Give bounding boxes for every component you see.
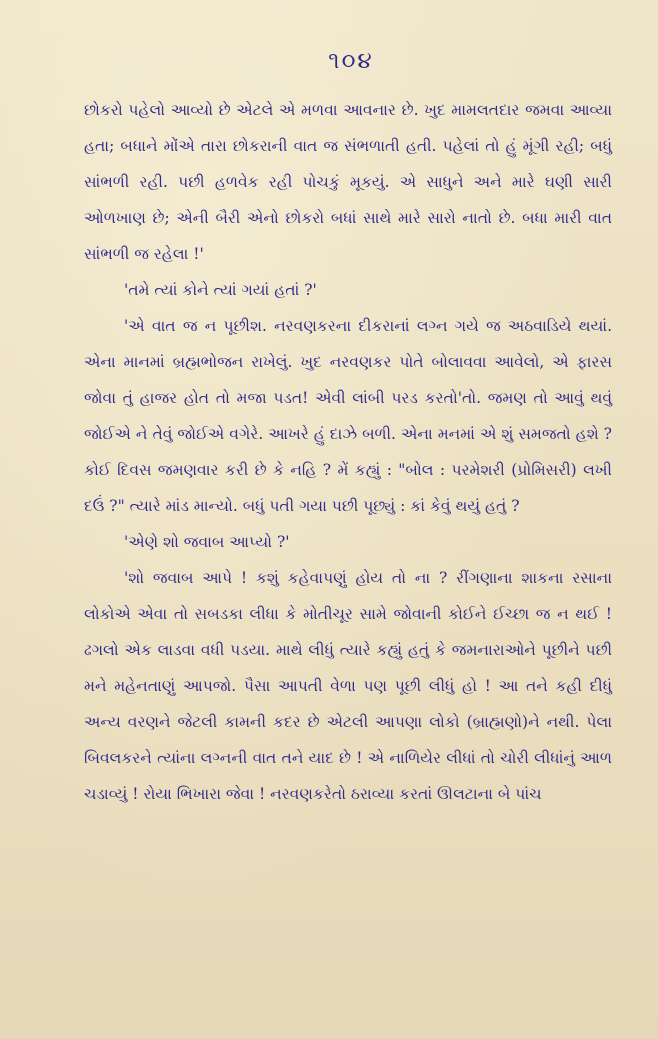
paragraph-2: 'એ વાત જ ન પૂછીશ. નરવણકરના દીકરાનાં લગ્ન ગયે જ અઠવાડિયે થયાં. એના માનમાં બ્રહ્મભોજન રાખેલું. ખુદ નરવણકર પોતે બોલાવવા આવેલો, એ ફારસ જોવા તું હાજર હોત તો મજા પડત! એવી લાંબી પરડ કરતો'તો. જમણ તો આવું થવું જોઈએ ને તેવું જોઈએ વગેરે. આખરે હું દાઝે બળી. એના મનમાં એ શું સમજતો હશે ? કોઈ દિવસ જમણવાર કરી છે કે નહિ ? મેં કહ્યું : "બોલ : પરમેશરી (પ્રોમિસરી) લખી દઉં ?" ત્યારે માંડ માન્યો. બધું પતી ગયા પછી પૂછ્યું : કાં કેવું થયું હતું ? bbox=[84, 317, 612, 515]
page-number: ૧૦૪ bbox=[328, 48, 374, 74]
dialog-question-1: 'તમે ત્યાં કોને ત્યાં ગયાં હતાં ?' bbox=[124, 281, 317, 299]
paragraph-1: છોકરો પહેલો આવ્યો છે એટલે એ મળવા આવનાર છે. ખુદ મામલતદાર જમવા આવ્યા હતા; બધાને મોંએ તારા છોકરાની વાત જ સંભળાતી હતી. પહેલાં તો હું મૂંગી રહી; બધું સાંભળી રહી. પછી હળવેક રહી પોચકું મૂકયું. એ સાધુને અને મારે ઘણી સારી ઓળખાણ છે; એની બૈરી એનો છોકરો બધાં સાથે મારે સારો નાતો છે. બધા મારી વાત સાંભળી જ રહેલા !' bbox=[84, 101, 612, 263]
dialog-question-2: 'એણે શો જવાબ આપ્યો ?' bbox=[124, 533, 290, 551]
paragraph-3: 'શો જવાબ આપે ! કશું કહેવાપણું હોય તો ના ? રીંગણાના શાકના રસાના લોકોએ એવા તો સબડકા લીધા કે મોતીચૂર સામે જોવાની કોઈને ઈચ્છા જ ન થઈ ! ઢગલો એક લાડવા વધી પડયા. માથે લીધું ત્યારે કહ્યું હતું કે જમનારાઓને પૂછીને પછી મને મહેનતાણું આપજો. પૈસા આપતી વેળા પણ પૂછી લીધું હો ! આ તને કહી દીધું અન્ય વરણને જેટલી કામની કદર છે એટલી આપણા લોકો (બ્રાહ્મણો)ને નથી. પેલા બિવલકરને ત્યાંના લગ્નની વાત તને યાદ છે ! એ નાળિયેર લીધાં તો ચોરી લીધાંનું આળ ચડાવ્યું ! રોયા ભિખારા જેવા ! નરવણકરેતો ઠરાવ્યા કરતાં ઊલટાના બે પાંચ bbox=[84, 569, 612, 803]
